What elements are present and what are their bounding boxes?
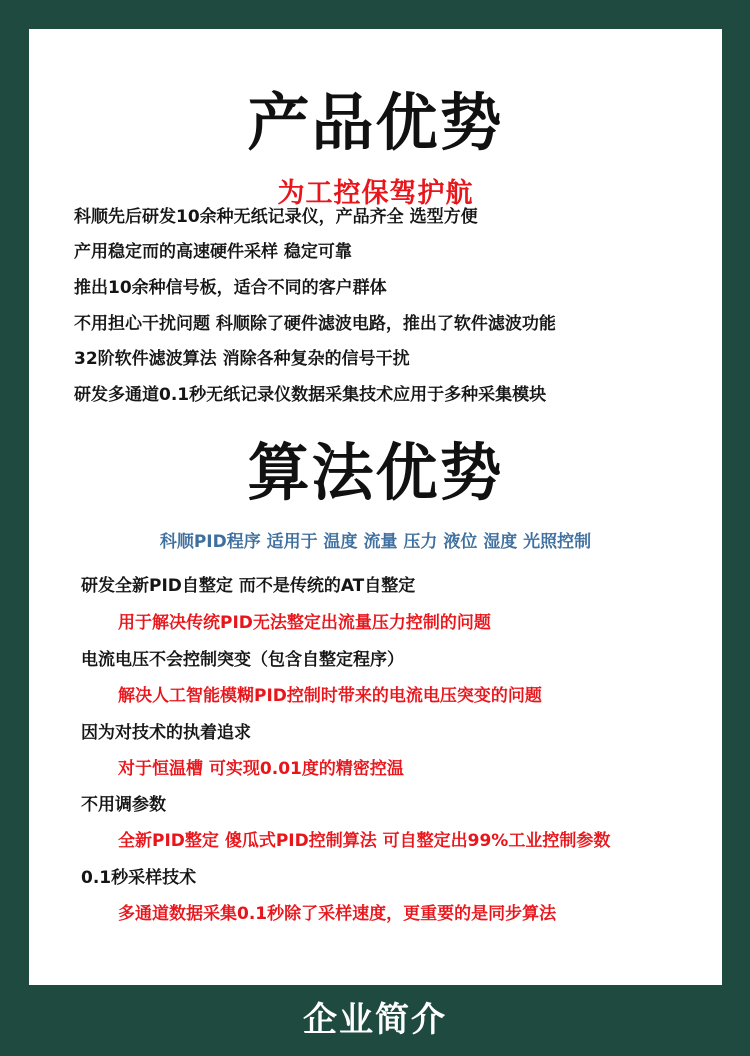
algorithm-item-detail: 全新PID整定 傻瓜式PID控制算法 可自整定出99%工业控制参数 xyxy=(118,831,611,851)
algorithm-item-detail: 对于恒温槽 可实现0.01度的精密控温 xyxy=(118,759,404,779)
product-line: 产用稳定而的高速硬件采样 稳定可靠 xyxy=(74,242,352,262)
product-subtitle: 为工控保驾护航 xyxy=(277,178,474,209)
algorithm-subtitle: 科顺PID程序 适用于 温度 流量 压力 液位 湿度 光照控制 xyxy=(159,532,592,552)
algorithm-item-head: 0.1秒采样技术 xyxy=(81,868,197,888)
product-line: 推出10余种信号板，适合不同的客户群体 xyxy=(74,278,387,298)
product-line: 不用担心干扰问题 科顺除了硬件滤波电路，推出了软件滤波功能 xyxy=(74,314,556,334)
footer-company-intro: 企业简介 xyxy=(303,1000,447,1040)
algorithm-title: 算法优势 xyxy=(247,436,504,509)
algorithm-item-detail: 多通道数据采集0.1秒除了采样速度，更重要的是同步算法 xyxy=(118,904,557,924)
algorithm-item-detail: 解决人工智能模糊PID控制时带来的电流电压突变的问题 xyxy=(118,686,542,706)
content-card xyxy=(29,29,722,985)
algorithm-item-head: 研发全新PID自整定 而不是传统的AT自整定 xyxy=(81,576,416,596)
product-title: 产品优势 xyxy=(247,86,504,159)
algorithm-item-head: 不用调参数 xyxy=(81,795,166,815)
algorithm-item-head: 因为对技术的执着追求 xyxy=(81,723,251,743)
product-line: 32阶软件滤波算法 消除各种复杂的信号干扰 xyxy=(74,349,410,369)
product-line: 科顺先后研发10余种无纸记录仪，产品齐全 选型方便 xyxy=(74,207,478,227)
algorithm-item-head: 电流电压不会控制突变（包含自整定程序） xyxy=(81,650,404,670)
product-line: 研发多通道0.1秒无纸记录仪数据采集技术应用于多种采集模块 xyxy=(74,385,547,405)
algorithm-item-detail: 用于解决传统PID无法整定出流量压力控制的问题 xyxy=(118,613,491,633)
